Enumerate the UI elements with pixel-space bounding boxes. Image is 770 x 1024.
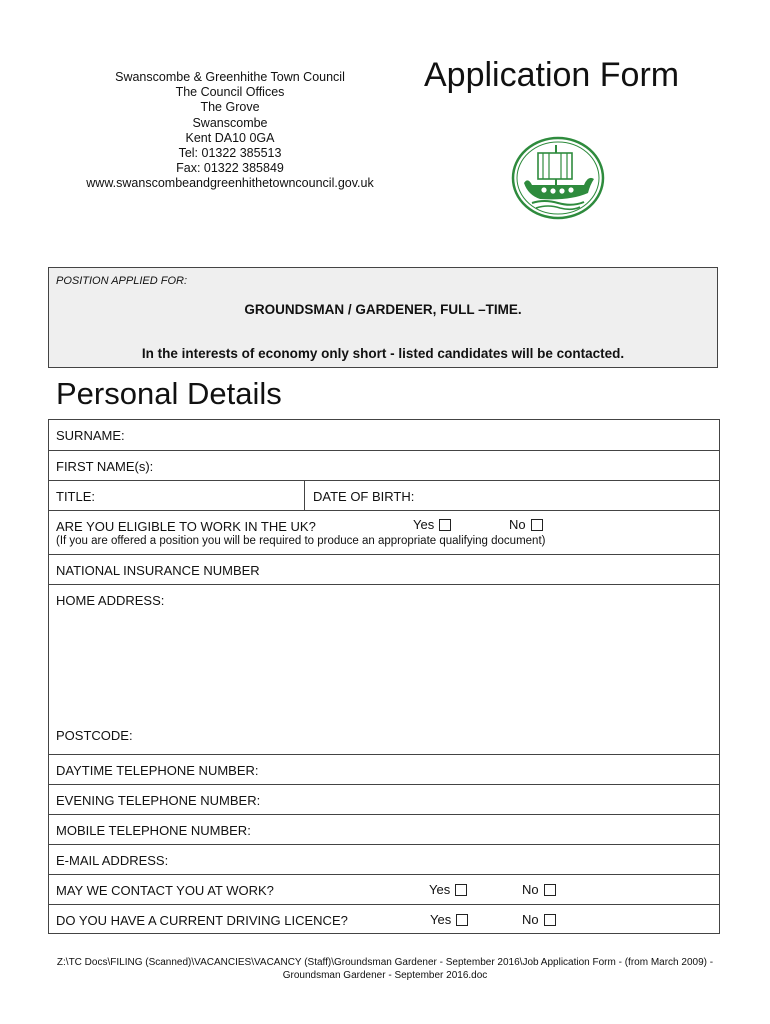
licence-no-checkbox[interactable]: [544, 914, 556, 926]
first-names-label: FIRST NAME(s):: [56, 459, 154, 474]
file-path-footer: [20, 956, 750, 982]
contact-work-no-checkbox[interactable]: [544, 884, 556, 896]
driving-licence-row: [49, 905, 719, 934]
contact-work-no-label: No: [522, 882, 539, 897]
postcode-label: POSTCODE:: [56, 728, 133, 743]
footer-path-line-1: Z:\TC Docs\FILING (Scanned)\VACANCIES\VACANCY (Staff)\Groundsman Gardener - September 2016\Job Application Form - (from March 2009) -: [56, 957, 714, 968]
daytime-phone-row[interactable]: [49, 755, 719, 785]
contact-work-yes-option[interactable]: [429, 882, 467, 897]
council-website: www.swanscombeandgreenhithetowncouncil.gov.uk: [86, 176, 374, 191]
mobile-phone-row[interactable]: [49, 815, 719, 845]
position-title: GROUNDSMAN / GARDENER, FULL –TIME.: [244, 302, 522, 317]
council-address-line: The Council Offices: [175, 85, 285, 100]
contact-work-yes-label: Yes: [429, 882, 451, 897]
shortlist-note: In the interests of economy only short - listed candidates will be contacted.: [141, 346, 625, 361]
dob-label: DATE OF BIRTH:: [313, 489, 415, 504]
council-name: Swanscombe & Greenhithe Town Council: [115, 70, 345, 84]
eligible-no-checkbox[interactable]: [531, 519, 543, 531]
ni-number-row[interactable]: [49, 555, 719, 585]
council-address: [60, 70, 400, 192]
council-fax: Fax: 01322 385849: [176, 161, 284, 176]
footer-path-line-2: Groundsman Gardener - September 2016.doc: [282, 970, 488, 981]
council-address-line: Kent DA10 0GA: [185, 130, 275, 145]
licence-yes-option[interactable]: [430, 912, 468, 927]
licence-no-option[interactable]: [522, 912, 556, 927]
eligibility-note: (If you are offered a position you will be required to produce an appropriate qualifying document): [56, 535, 546, 547]
eligible-no-label: No: [509, 517, 526, 532]
eligible-yes-checkbox[interactable]: [439, 519, 451, 531]
council-address-line: The Grove: [200, 100, 260, 115]
home-address-row[interactable]: [49, 585, 719, 755]
column-divider: [304, 481, 305, 510]
licence-no-label: No: [522, 912, 539, 927]
evening-phone-label: EVENING TELEPHONE NUMBER:: [56, 793, 261, 808]
position-label: POSITION APPLIED FOR:: [56, 275, 188, 287]
licence-yes-label: Yes: [430, 912, 452, 927]
email-row[interactable]: [49, 845, 719, 875]
surname-label: SURNAME:: [56, 428, 125, 443]
email-label: E-MAIL ADDRESS:: [56, 853, 169, 868]
eligible-yes-label: Yes: [413, 517, 435, 532]
eligibility-row: [49, 511, 719, 555]
section-heading: Personal Details: [56, 376, 282, 411]
contact-at-work-row: [49, 875, 719, 905]
title-dob-row: [49, 481, 719, 511]
form-title: Application Form: [424, 56, 680, 94]
council-phone: Tel: 01322 385513: [178, 146, 282, 161]
contact-work-yes-checkbox[interactable]: [455, 884, 467, 896]
viking-ship-emblem-icon: [510, 135, 606, 221]
personal-details-table: [48, 419, 720, 934]
surname-row[interactable]: [49, 420, 719, 451]
first-names-row[interactable]: [49, 451, 719, 481]
eligible-no-option[interactable]: [509, 517, 543, 532]
title-label: TITLE:: [56, 489, 96, 504]
evening-phone-row[interactable]: [49, 785, 719, 815]
daytime-phone-label: DAYTIME TELEPHONE NUMBER:: [56, 763, 259, 778]
driving-licence-question: DO YOU HAVE A CURRENT DRIVING LICENCE?: [56, 913, 348, 928]
eligibility-question: ARE YOU ELIGIBLE TO WORK IN THE UK?: [56, 519, 316, 534]
contact-at-work-question: MAY WE CONTACT YOU AT WORK?: [56, 883, 274, 898]
licence-yes-checkbox[interactable]: [456, 914, 468, 926]
home-address-label: HOME ADDRESS:: [56, 593, 165, 608]
ni-number-label: NATIONAL INSURANCE NUMBER: [56, 563, 260, 578]
mobile-phone-label: MOBILE TELEPHONE NUMBER:: [56, 823, 251, 838]
contact-work-no-option[interactable]: [522, 882, 556, 897]
council-address-line: Swanscombe: [192, 115, 268, 130]
position-applied-box: [48, 267, 718, 368]
eligible-yes-option[interactable]: [413, 517, 451, 532]
